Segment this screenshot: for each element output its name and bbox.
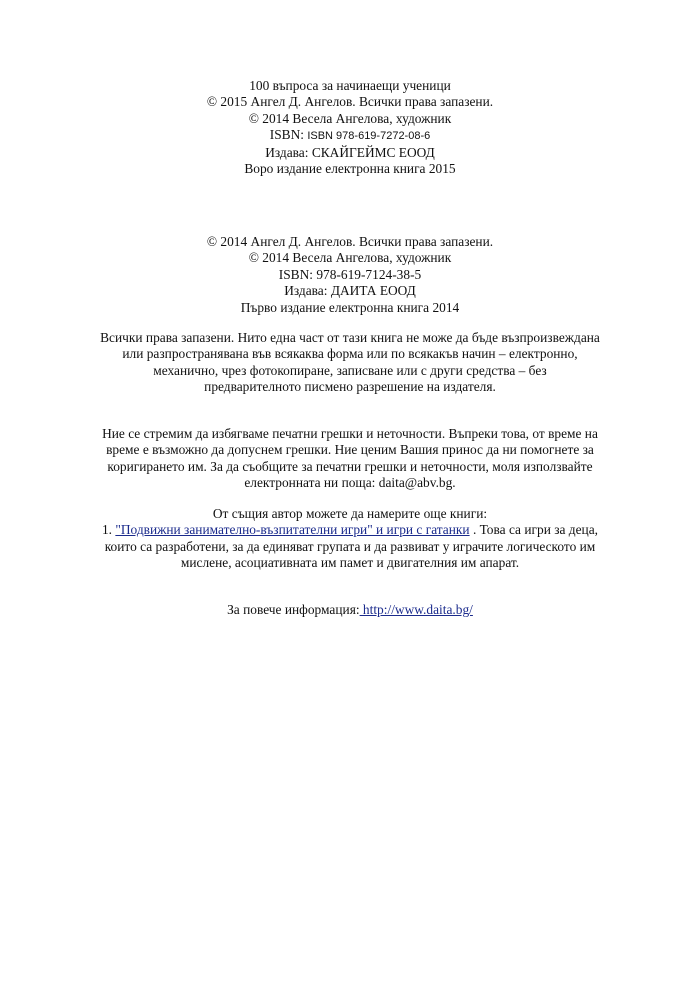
- rights-line: Всички права запазени. Нито една част от тази книга не може да бъде възпроизвеждана: [100, 330, 600, 345]
- publisher-2014: Издава: ДАИТА ЕООД: [284, 283, 416, 299]
- website-link[interactable]: http://www.daita.bg/: [359, 602, 473, 617]
- isbn-line-2015: [80, 127, 620, 144]
- edition-2015-block: [80, 78, 620, 177]
- publisher-2015: Издава: СКАЙГЕЙМС ЕООД: [265, 144, 435, 160]
- book-item-text: . Това са игри за деца,: [469, 522, 599, 538]
- rights-line: предварителното писмено разрешение на издателя.: [204, 379, 496, 395]
- notice-line: коригирането им. За да съобщите за печатни грешки и неточности, моля използвайте: [107, 458, 593, 474]
- rights-paragraph: [80, 330, 620, 396]
- book-item-number: 1.: [101, 522, 116, 538]
- isbn-value-2015: ISBN 978-619-7272-08-6: [307, 130, 431, 143]
- book-description-line: мислене, асоциативната им памет и двигателния им апарат.: [180, 555, 520, 571]
- copyright-author-2015: © 2015 Ангел Д. Ангелов. Всички права запазени.: [206, 94, 494, 110]
- book-item: [80, 522, 620, 538]
- isbn-label-2015: ISBN:: [269, 127, 308, 143]
- book-title: 100 въпроса за начинаещи ученици: [249, 78, 451, 93]
- notice-line: Ние се стремим да избягваме печатни грешки и неточности. Въпреки това, от време на: [102, 426, 598, 441]
- more-info-section: [80, 602, 620, 618]
- notice-line: електронната ни поща: daita@abv.bg.: [244, 475, 456, 491]
- book-description-line: които са разработени, за да единяват групата и да развиват у играчите логическото им: [104, 538, 596, 554]
- other-books-heading: От същия автор можете да намерите още книги:: [212, 506, 488, 521]
- edition-2015: Воро издание електронна книга 2015: [244, 161, 456, 177]
- copyright-author-2014: © 2014 Ангел Д. Ангелов. Всички права запазени.: [206, 234, 494, 249]
- rights-line: механично, чрез фотокопиране, записване или с други средства – без: [153, 362, 547, 378]
- notice-line: време е възможно да допуснем грешки. Ние ценим Вашия принос да ни помогнете за: [106, 442, 594, 458]
- errata-notice-paragraph: [80, 426, 620, 492]
- edition-2014: Първо издание електронна книга 2014: [240, 299, 460, 315]
- more-info-line: [80, 602, 620, 618]
- more-info-label: За повече информация:: [227, 602, 360, 617]
- rights-line: или разпространявана във всякаква форма или по всякакъв начин – електронно,: [122, 346, 578, 362]
- other-books-section: [80, 506, 620, 572]
- copyright-artist-2014: © 2014 Весела Ангелова, художник: [248, 250, 452, 266]
- copyright-artist-2015: © 2014 Весела Ангелова, художник: [248, 110, 452, 126]
- book-link[interactable]: "Подвижни занимателно-възпитателни игри" и игри с гатанки: [115, 522, 470, 538]
- edition-2014-block: [80, 234, 620, 316]
- isbn-line-2014: ISBN: 978-619-7124-38-5: [278, 266, 422, 282]
